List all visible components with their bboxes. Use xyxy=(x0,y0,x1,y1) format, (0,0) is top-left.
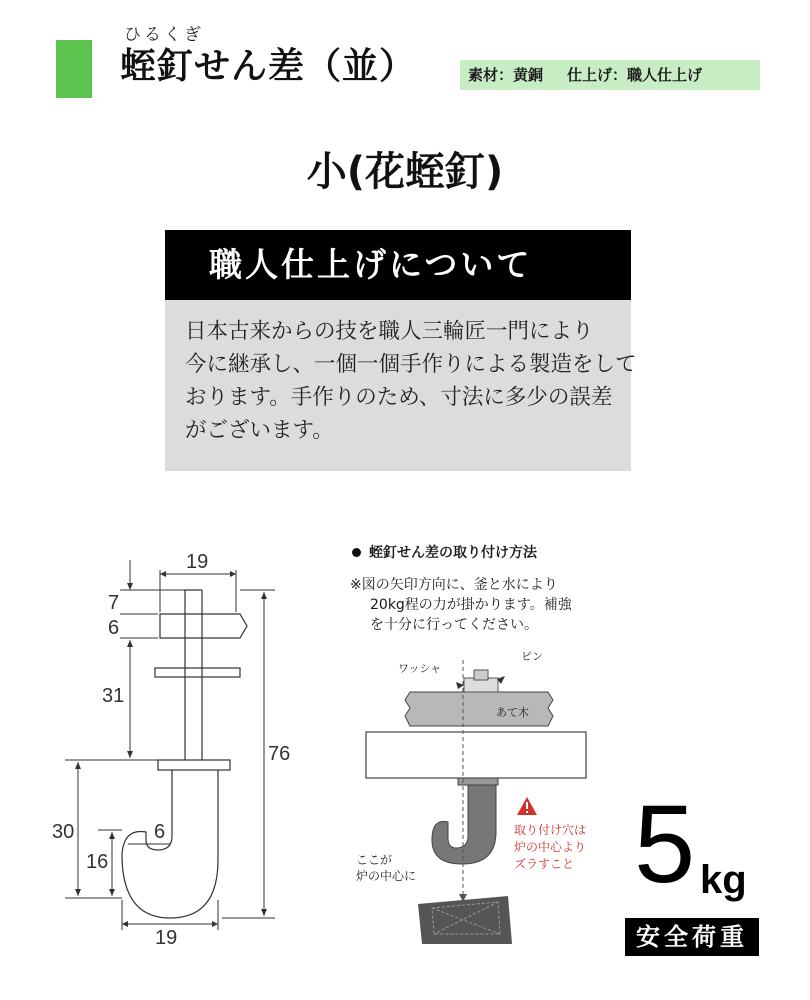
center-line: 炉の中心に xyxy=(356,869,417,883)
dim-head-height: 7 xyxy=(108,592,120,614)
bullet-icon xyxy=(352,548,361,557)
center-line: ここが xyxy=(356,853,393,867)
warning-text xyxy=(514,822,586,873)
note-line: 20kg程の力が掛かります。補強 xyxy=(370,597,572,613)
warning-line: 取り付け穴は xyxy=(514,823,587,837)
load-value: 5 xyxy=(634,783,696,906)
dim-hook-gap: 6 xyxy=(154,821,166,843)
note-line: ※図の矢印方向に、釜と水により xyxy=(350,577,558,593)
note-line: を十分に行ってください。 xyxy=(370,617,538,633)
load-label: 安全荷重 xyxy=(625,918,759,956)
installation-diagram xyxy=(366,660,586,944)
finish-text: 仕上げ：職人仕上げ xyxy=(567,66,703,84)
pin-label: ピン xyxy=(521,650,543,663)
about-line: おります。手作りのため、寸法に多少の誤差 xyxy=(185,385,613,410)
about-line: 今に継承し、一個一個手作りによる製造をして xyxy=(185,352,637,377)
about-heading: 職人仕上げについて xyxy=(165,230,631,300)
board-label: あて木 xyxy=(496,706,529,719)
hook-dimension-drawing xyxy=(65,560,275,930)
material-text: 素材：黄銅 xyxy=(468,66,544,84)
dim-hook-tip-height: 16 xyxy=(86,851,109,873)
size-subtitle: 小(花蛭釘) xyxy=(306,149,504,195)
dim-total-height: 76 xyxy=(268,743,291,765)
warning-line: 炉の中心より xyxy=(514,840,587,854)
about-line: がございます。 xyxy=(185,418,334,443)
installation-title xyxy=(352,542,537,562)
dim-plate-height: 6 xyxy=(108,617,120,639)
installation-note xyxy=(350,575,572,635)
dim-top-width: 19 xyxy=(186,551,209,573)
center-note xyxy=(356,852,416,884)
warning-line: ズラすこと xyxy=(514,857,575,871)
dim-shaft-length: 31 xyxy=(102,685,125,707)
dim-bottom-width: 19 xyxy=(155,927,178,949)
load-unit: kg xyxy=(700,858,747,902)
installation-title-text: 蛭釘せん差の取り付け方法 xyxy=(369,545,537,561)
dim-hook-height: 30 xyxy=(52,821,75,843)
page-title: 蛭釘せん差（並） xyxy=(120,46,417,87)
title-ruby: ひるくぎ xyxy=(124,25,204,45)
warning-icon xyxy=(517,797,537,815)
washer-label: ワッシャ xyxy=(398,662,442,675)
about-line: 日本古来からの技を職人三輪匠一門により xyxy=(185,319,594,344)
